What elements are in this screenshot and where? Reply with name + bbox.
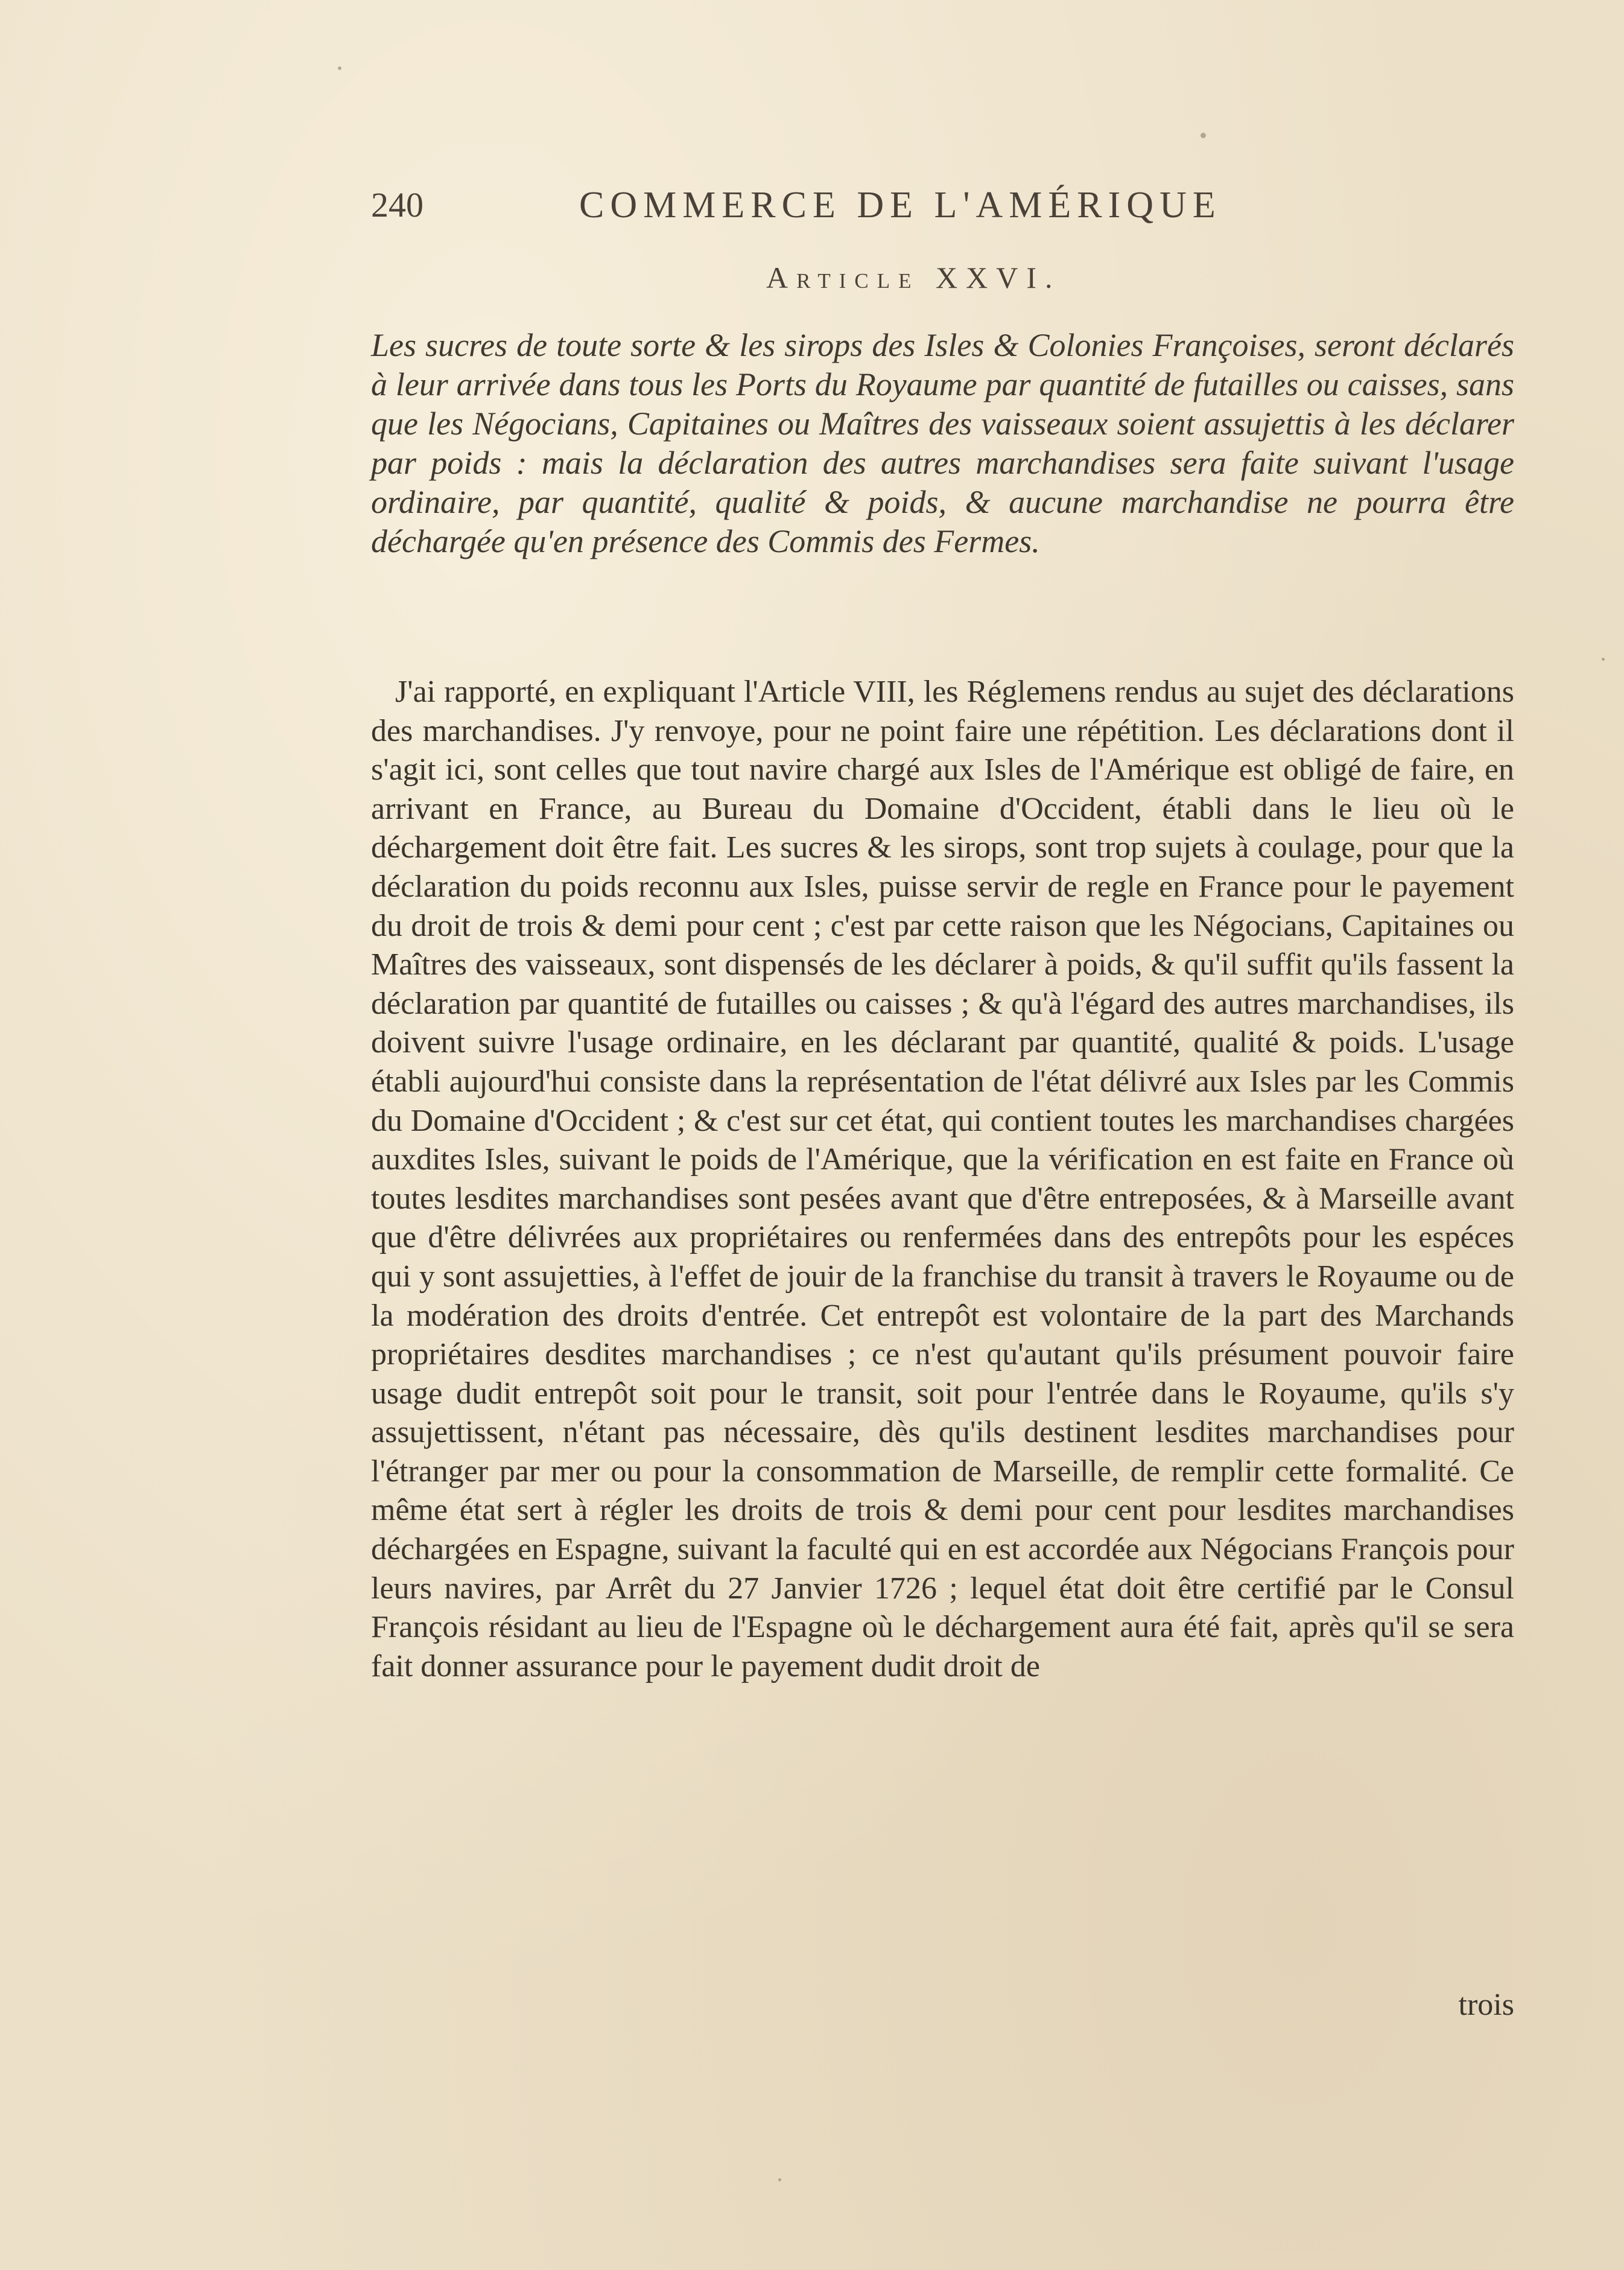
page-number: 240 bbox=[371, 185, 423, 224]
running-head-title: COMMERCE DE L'AMÉRIQUE bbox=[579, 185, 1222, 226]
catchword: trois bbox=[1458, 1988, 1514, 2022]
paper-speck bbox=[1201, 133, 1206, 138]
article-text: Les sucres de toute sorte & les sirops des Isles & Colonies Françoises, seront déclarés à leur arrivée dans tous les Ports du Royaume par quantité de futailles ou caisses, sans que les Négocians, Capitaines ou Maîtres des vaisseaux soient assujettis à les déclarer par poids : mais la déclaration des autres marchandises sera faite suivant l'usage ordinaire, par quantité, qualité & poids, & aucune marchandise ne pourra être déchargée qu'en présence des Commis des Fermes. bbox=[371, 327, 1514, 559]
running-head bbox=[371, 181, 1360, 229]
article-heading: Article XXVI. bbox=[766, 261, 1061, 294]
paper-speck bbox=[338, 66, 341, 70]
paper-speck bbox=[1602, 658, 1605, 661]
paper-speck bbox=[778, 2178, 781, 2181]
commentary-paragraph: J'ai rapporté, en expliquant l'Article VIII, les Réglemens rendus au sujet des déclarations des marchandises. J'y renvoye, pour ne point faire une répétition. Les déclarations dont il s'agit ici, sont celles que tout navire chargé aux Isles de l'Amérique est obligé de faire, en arrivant en France, au Bureau du Domaine d'Occident, établi dans le lieu où le déchargement doit être fait. Les sucres & les sirops, sont trop sujets à coulage, pour que la déclaration du poids reconnu aux Isles, puisse servir de regle en France pour le payement du droit de trois & demi pour cent ; c'est par cette raison que les Négocians, Capitaines ou Maîtres des vaisseaux, sont dispensés de les déclarer à poids, & qu'il suffit qu'ils fassent la déclaration par quantité de futailles ou caisses ; & qu'à l'égard des autres marchandises, ils doivent suivre l'usage ordinaire, en les déclarant par quantité, qualité & poids. L'usage établi aujourd'hui consiste dans la représentation de l'état délivré aux Isles par les Commis du Domaine d'Occident ; & c'est sur cet état, qui contient toutes les marchandises chargées auxdites Isles, suivant le poids de l'Amérique, que la vérification en est faite en France où toutes lesdites marchandises sont pesées avant que d'être entreposées, & à Marseille avant que d'être délivrées aux propriétaires ou renfermées dans des entrepôts pour les espéces qui y sont assujetties, à l'effet de jouir de la franchise du transit à travers le Royaume ou de la modération des droits d'entrée. Cet entrepôt est volontaire de la part des Marchands propriétaires desdites marchandises ; ce n'est qu'autant qu'ils présument pouvoir faire usage dudit entrepôt soit pour le transit, soit pour l'entrée dans le Royaume, qu'ils s'y assujettissent, n'étant pas nécessaire, dès qu'ils destinent lesdites marchandises pour l'étranger par mer ou pour la consommation de Marseille, de remplir cette formalité. Ce même état sert à régler les droits de trois & demi pour cent pour lesdites marchandises déchargées en Espagne, suivant la faculté qui en est accordée aux Négocians François pour leurs navires, par Arrêt du 27 Janvier 1726 ; lequel état doit être certifié par le Consul François résidant au lieu de l'Espagne où le déchargement aura été fait, après qu'il se sera fait donner assurance pour le payement dudit droit de bbox=[371, 675, 1514, 1683]
